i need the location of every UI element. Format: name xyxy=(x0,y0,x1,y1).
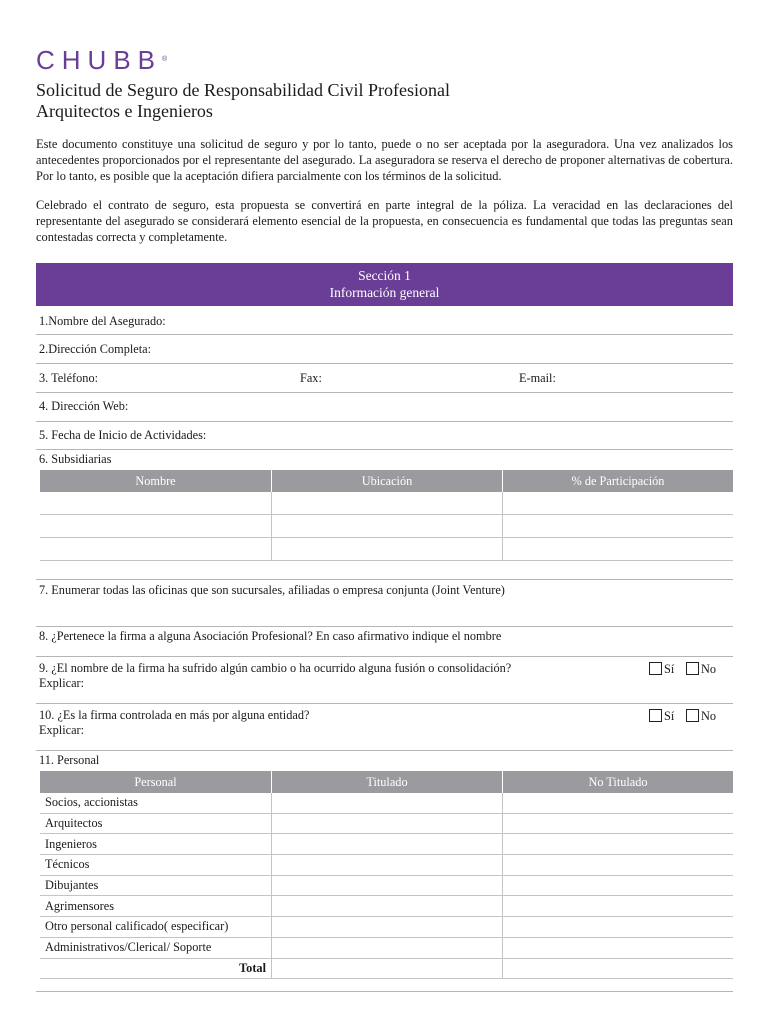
field-full-address[interactable] xyxy=(36,335,733,364)
table-row xyxy=(40,515,733,538)
column-header: Ubicación xyxy=(272,470,503,492)
field-label: 5. Fecha de Inicio de Actividades: xyxy=(39,428,207,442)
title-line-2: Arquitectos e Ingenieros xyxy=(36,101,213,121)
table-cell[interactable] xyxy=(503,896,734,917)
table-cell[interactable] xyxy=(503,917,734,938)
divider xyxy=(36,991,733,992)
field-label: 2.Dirección Completa: xyxy=(39,342,152,356)
table-cell[interactable] xyxy=(503,958,734,979)
field-subsidiaries xyxy=(36,450,733,470)
table-row xyxy=(40,813,733,834)
explain-label: Explicar: xyxy=(39,676,85,690)
table-cell[interactable] xyxy=(503,855,734,876)
field-phone-label: 3. Teléfono: xyxy=(39,371,99,385)
field-email-label: E-mail: xyxy=(519,371,556,385)
personnel-category: Dibujantes xyxy=(40,875,272,896)
checkbox-label: No xyxy=(701,709,717,723)
field-label: 8. ¿Pertenece la firma a alguna Asociación Profesional? En caso afirmativo indique el nombre xyxy=(39,629,502,643)
table-cell[interactable] xyxy=(272,896,503,917)
field-label: 10. ¿Es la firma controlada en más por alguna entidad? xyxy=(39,708,310,722)
column-header: No Titulado xyxy=(503,771,734,793)
section-number: Sección 1 xyxy=(358,268,411,283)
no-checkbox[interactable] xyxy=(686,662,716,677)
column-header: % de Participación xyxy=(503,470,734,492)
table-cell[interactable] xyxy=(272,937,503,958)
checkbox-box[interactable] xyxy=(686,662,699,675)
field-insured-name[interactable] xyxy=(36,306,733,335)
checkbox-label: Sí xyxy=(664,709,675,723)
intro-paragraph-1: Este documento constituye una solicitud de seguro y por lo tanto, puede o no ser aceptada por la aseguradora. Una vez analizados los antecedentes proporcionados por el representante del asegurado. La aseguradora se reserva el derecho de proponer alternativas de cobertura. Por lo tanto, es posible que la aceptación difiera parcialmente con los términos de la solicitud. xyxy=(36,137,733,183)
table-row xyxy=(40,834,733,855)
personnel-category: Agrimensores xyxy=(40,896,272,917)
personnel-category: Socios, accionistas xyxy=(40,793,272,813)
field-professional-association[interactable] xyxy=(36,627,733,657)
personnel-category: Técnicos xyxy=(40,855,272,876)
table-row xyxy=(40,875,733,896)
table-cell[interactable] xyxy=(503,492,734,515)
table-cell[interactable] xyxy=(40,515,272,538)
table-cell[interactable] xyxy=(272,834,503,855)
table-cell[interactable] xyxy=(503,937,734,958)
table-cell[interactable] xyxy=(272,813,503,834)
table-cell[interactable] xyxy=(272,492,503,515)
field-label: 4. Dirección Web: xyxy=(39,399,129,413)
table-cell[interactable] xyxy=(503,875,734,896)
explain-label: Explicar: xyxy=(39,723,85,737)
table-cell[interactable] xyxy=(503,515,734,538)
field-fax-label: Fax: xyxy=(300,371,322,385)
personnel-category: Otro personal calificado( especificar) xyxy=(40,917,272,938)
table-cell[interactable] xyxy=(272,855,503,876)
column-header: Personal xyxy=(40,771,272,793)
field-label: 6. Subsidiarias xyxy=(39,452,112,466)
table-cell[interactable] xyxy=(272,875,503,896)
field-start-date[interactable] xyxy=(36,422,733,450)
personnel-category: Arquitectos xyxy=(40,813,272,834)
table-row xyxy=(40,855,733,876)
no-checkbox[interactable] xyxy=(686,709,716,724)
total-label: Total xyxy=(40,958,272,979)
personnel-category: Administrativos/Clerical/ Soporte xyxy=(40,937,272,958)
section-name: Información general xyxy=(329,285,440,300)
section-header xyxy=(36,263,733,306)
table-row xyxy=(40,793,733,813)
table-cell[interactable] xyxy=(272,793,503,813)
table-row xyxy=(40,538,733,561)
checkbox-box[interactable] xyxy=(686,709,699,722)
field-web-address[interactable] xyxy=(36,393,733,422)
intro-paragraph-2: Celebrado el contrato de seguro, esta propuesta se convertirá en parte integral de la póliza. La veracidad en las declaraciones del representante del asegurado se considerará elemento esencial de la propuesta, en consecuencia es fundamental que todas las preguntas sean contestadas correcta y completamente. xyxy=(36,198,733,244)
field-label: 7. Enumerar todas las oficinas que son sucursales, afiliadas o empresa conjunta (Joint Venture) xyxy=(39,583,505,597)
column-header: Titulado xyxy=(272,771,503,793)
chubb-logo: CHUBB® xyxy=(36,45,168,75)
divider xyxy=(36,563,733,580)
personnel-category: Ingenieros xyxy=(40,834,272,855)
field-personnel xyxy=(36,751,733,771)
field-contact-row xyxy=(36,364,733,393)
yes-checkbox[interactable] xyxy=(649,709,674,724)
title-line-1: Solicitud de Seguro de Responsabilidad Civil Profesional xyxy=(36,80,450,100)
table-cell[interactable] xyxy=(272,515,503,538)
table-cell[interactable] xyxy=(272,958,503,979)
checkbox-box[interactable] xyxy=(649,662,662,675)
table-row xyxy=(40,492,733,515)
field-label: 9. ¿El nombre de la firma ha sufrido algún cambio o ha ocurrido alguna fusión o consolidación? xyxy=(39,661,512,675)
column-header: Nombre xyxy=(40,470,272,492)
field-branch-offices[interactable] xyxy=(36,580,733,627)
field-controlled-entity xyxy=(36,704,733,751)
table-row xyxy=(40,896,733,917)
table-cell[interactable] xyxy=(272,538,503,561)
table-cell[interactable] xyxy=(503,793,734,813)
document-title xyxy=(36,80,450,122)
table-cell[interactable] xyxy=(503,834,734,855)
yes-checkbox[interactable] xyxy=(649,662,674,677)
checkbox-label: No xyxy=(701,662,717,676)
table-cell[interactable] xyxy=(503,813,734,834)
table-cell[interactable] xyxy=(272,917,503,938)
subsidiaries-table xyxy=(40,470,733,561)
table-row xyxy=(40,917,733,938)
field-label: 11. Personal xyxy=(39,753,100,767)
table-cell[interactable] xyxy=(40,538,272,561)
checkbox-label: Sí xyxy=(664,662,675,676)
field-name-change xyxy=(36,657,733,704)
table-cell[interactable] xyxy=(40,492,272,515)
field-label: 1.Nombre del Asegurado: xyxy=(39,314,166,328)
personnel-table xyxy=(40,771,733,979)
checkbox-box[interactable] xyxy=(649,709,662,722)
table-cell[interactable] xyxy=(503,538,734,561)
table-row xyxy=(40,937,733,958)
total-row xyxy=(40,958,733,979)
